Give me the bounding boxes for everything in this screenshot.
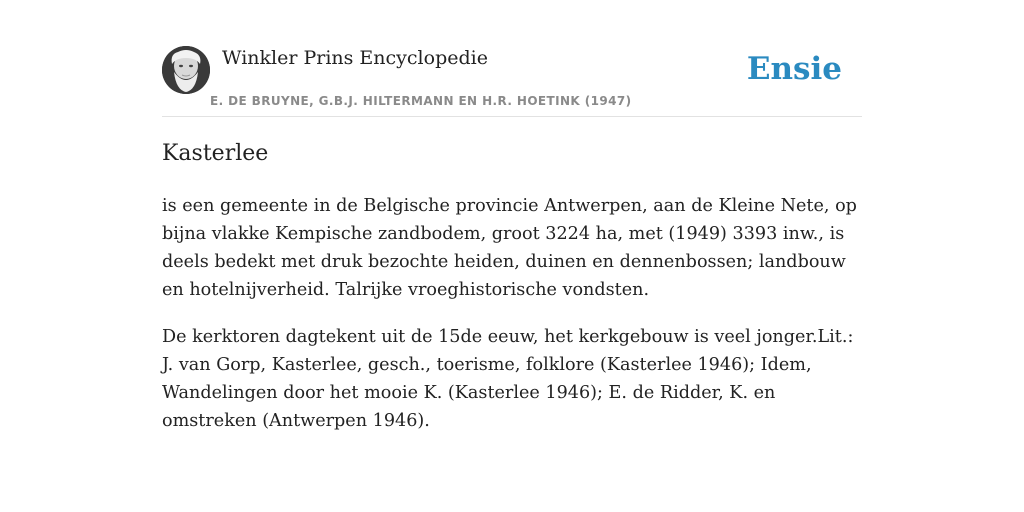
site-header bbox=[162, 46, 862, 117]
site-title[interactable]: Winkler Prins Encyclopedie bbox=[222, 47, 488, 69]
authors-line: E. DE BRUYNE, G.B.J. HILTERMANN EN H.R. HOETINK (1947) bbox=[210, 94, 632, 108]
article-paragraph: De kerktoren dagtekent uit de 15de eeuw, het kerkgebouw is veel jonger.Lit.: J. van Gorp, Kasterlee, gesch., toerisme, folklore (Kasterlee 1946); Idem, Wandelingen door het mooie K. (Kasterlee 1946); E. de Ridder, K. en omstreken (Antwerpen 1946). bbox=[162, 327, 854, 431]
ensie-logo-link[interactable]: Ensie bbox=[746, 51, 842, 87]
article-body bbox=[162, 192, 868, 454]
article-title: Kasterlee bbox=[162, 141, 269, 166]
article-paragraph: is een gemeente in de Belgische provincie Antwerpen, aan de Kleine Nete, op bijna vlakke Kempische zandbodem, groot 3224 ha, met (1949) 3393 inw., is deels bedekt met druk bezochte heiden, duinen en dennenbossen; landbouw en hotelnijverheid. Talrijke vroeghistorische vondsten. bbox=[162, 196, 857, 300]
author-portrait-avatar bbox=[162, 46, 210, 94]
